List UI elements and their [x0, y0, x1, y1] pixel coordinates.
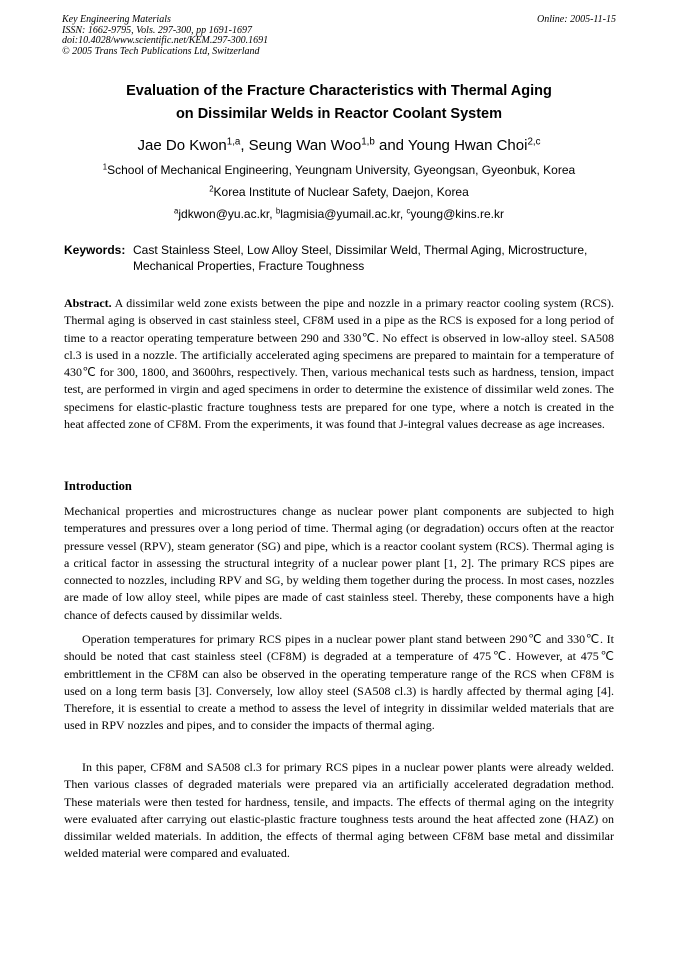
keywords-text: Cast Stainless Steel, Low Alloy Steel, Dissimilar Weld, Thermal Aging, Microstructure, Mechanical Properties, Fracture Toughness [133, 243, 588, 273]
email-superscript: c [406, 206, 411, 216]
copyright-line: © 2005 Trans Tech Publications Ltd, Switzerland [62, 45, 260, 57]
affiliation-superscript: 2 [209, 184, 214, 194]
paper-title [62, 80, 616, 126]
title-line-2: on Dissimilar Welds in Reactor Coolant System [175, 106, 503, 122]
email-superscript: b [275, 206, 281, 216]
keywords-label: Keywords: [64, 243, 126, 257]
email-link[interactable]: jdkwon@yu.ac.kr [178, 207, 270, 221]
author-name: Jae Do Kwon [137, 137, 227, 154]
intro-paragraph-1: Mechanical properties and microstructures change as nuclear power plant components are subjected to high temperatures and pressures over a long period of time. Thermal aging (or degradation) occurs often at the reactor pressure vessel (RPV), steam generator (SG) and pipe, which is a reactor coolant system (RCS). Thermal aging is a critical factor in assessing the structural integrity of a nuclear power plant [1, 2]. The primary RCS pipes are connected to nozzles, including RPV and SG, by welding them together during the process. In most cases, nozzles are made of low alloy steel, while pipes are made of cast stainless steel. Thereby, these components have a high chance of defects caused by dissimilar welds. [64, 504, 614, 622]
author-superscript: 1,b [361, 136, 375, 148]
affiliation-text: Korea Institute of Nuclear Safety, Daejon, Korea [213, 185, 469, 199]
affiliation-2 [62, 184, 616, 200]
section-heading-introduction: Introduction [64, 479, 132, 493]
abstract-label: Abstract. [64, 296, 112, 310]
doi-line: doi:10.4028/www.scientific.net/KEM.297-300.1691 [62, 35, 269, 46]
abstract-paragraph [64, 295, 614, 433]
abstract-text: A dissimilar weld zone exists between the pipe and nozzle in a primary reactor cooling system (RCS). Thermal aging is observed in cast stainless steel, CF8M used in a pipe as the RCS is exposed for a long period of time to a reactor operating temperature between 290 and 330℃. No effect is observed in low-alloy steel. SA508 cl.3 is used in a nozzle. The artificially accelerated aging specimens are prepared to maintain for a temperature of 430℃ for 300, 1800, and 3600hrs, respectively. Then, various mechanical tests such as hardness, tension, impact test, are performed in virgin and aged specimens in order to determine the existence of dissimilar weld zones. The specimens for elastic-plastic fracture toughness tests are prepared for one type, where a notch is created in the heat affected zone of CF8M. From the experiments, it was found that J-integral values decrease as age increases. [64, 296, 614, 432]
email-superscript: a [174, 206, 179, 216]
online-date: Online: 2005-11-15 [537, 14, 616, 25]
journal-header [62, 15, 616, 57]
author-name: Young Hwan Choi [407, 137, 528, 154]
intro-paragraph-3: In this paper, CF8M and SA508 cl.3 for primary RCS pipes in a nuclear power plants were already welded. Then various classes of degraded materials were prepared via an artificially accelerated degradation method. These materials were then tested for hardness, tensile, and impacts. The effects of thermal aging on the integrity were evaluated after carrying out elastic-plastic fracture toughness tests around the heat affected zone (HAZ) on dissimilar welded materials. In addition, the effects of thermal aging between CF8M base metal and dissimilar welded material were compared and evaluated. [64, 760, 614, 861]
issn-line: ISSN: 1662-9795, Vols. 297-300, pp 1691-1697 [62, 24, 252, 36]
author-list [62, 136, 616, 156]
author-name: Seung Wan Woo [248, 137, 362, 154]
email-link[interactable]: young@kins.re.kr [410, 207, 504, 221]
author-separator: and [374, 137, 408, 154]
author-separator: , [240, 137, 249, 154]
affiliation-text: School of Mechanical Engineering, Yeungnam University, Gyeongsan, Gyeonbuk, Korea [107, 163, 576, 177]
author-superscript: 2,c [527, 136, 541, 148]
author-emails [62, 206, 616, 222]
author-superscript: 1,a [226, 136, 241, 148]
keywords-block [64, 242, 616, 274]
title-line-1: Evaluation of the Fracture Characteristics with Thermal Aging [126, 83, 552, 99]
affiliation-superscript: 1 [102, 162, 108, 172]
email-link[interactable]: lagmisia@yumail.ac.kr [280, 207, 400, 221]
journal-name: Key Engineering Materials [62, 14, 171, 25]
affiliation-1 [62, 162, 616, 178]
email-separator: , [269, 207, 276, 221]
email-separator: , [399, 207, 407, 221]
intro-paragraph-2: Operation temperatures for primary RCS pipes in a nuclear power plant stand between 290℃ and 330℃. It should be noted that cast stainless steel (CF8M) is degraded at a temperature of 475℃. However, at 475℃ embrittlement in the CF8M can also be observed in the operating temperature range of the RCS when CF8M is used on a long term basis [3]. Conversely, low alloy steel (SA508 cl.3) is hardly affected by thermal aging [4]. Therefore, it is essential to create a method to assess the level of integrity in dissimilar welded materials that are used in RPV nozzles and pipes, and to consider the impacts of thermal aging. [64, 632, 614, 733]
